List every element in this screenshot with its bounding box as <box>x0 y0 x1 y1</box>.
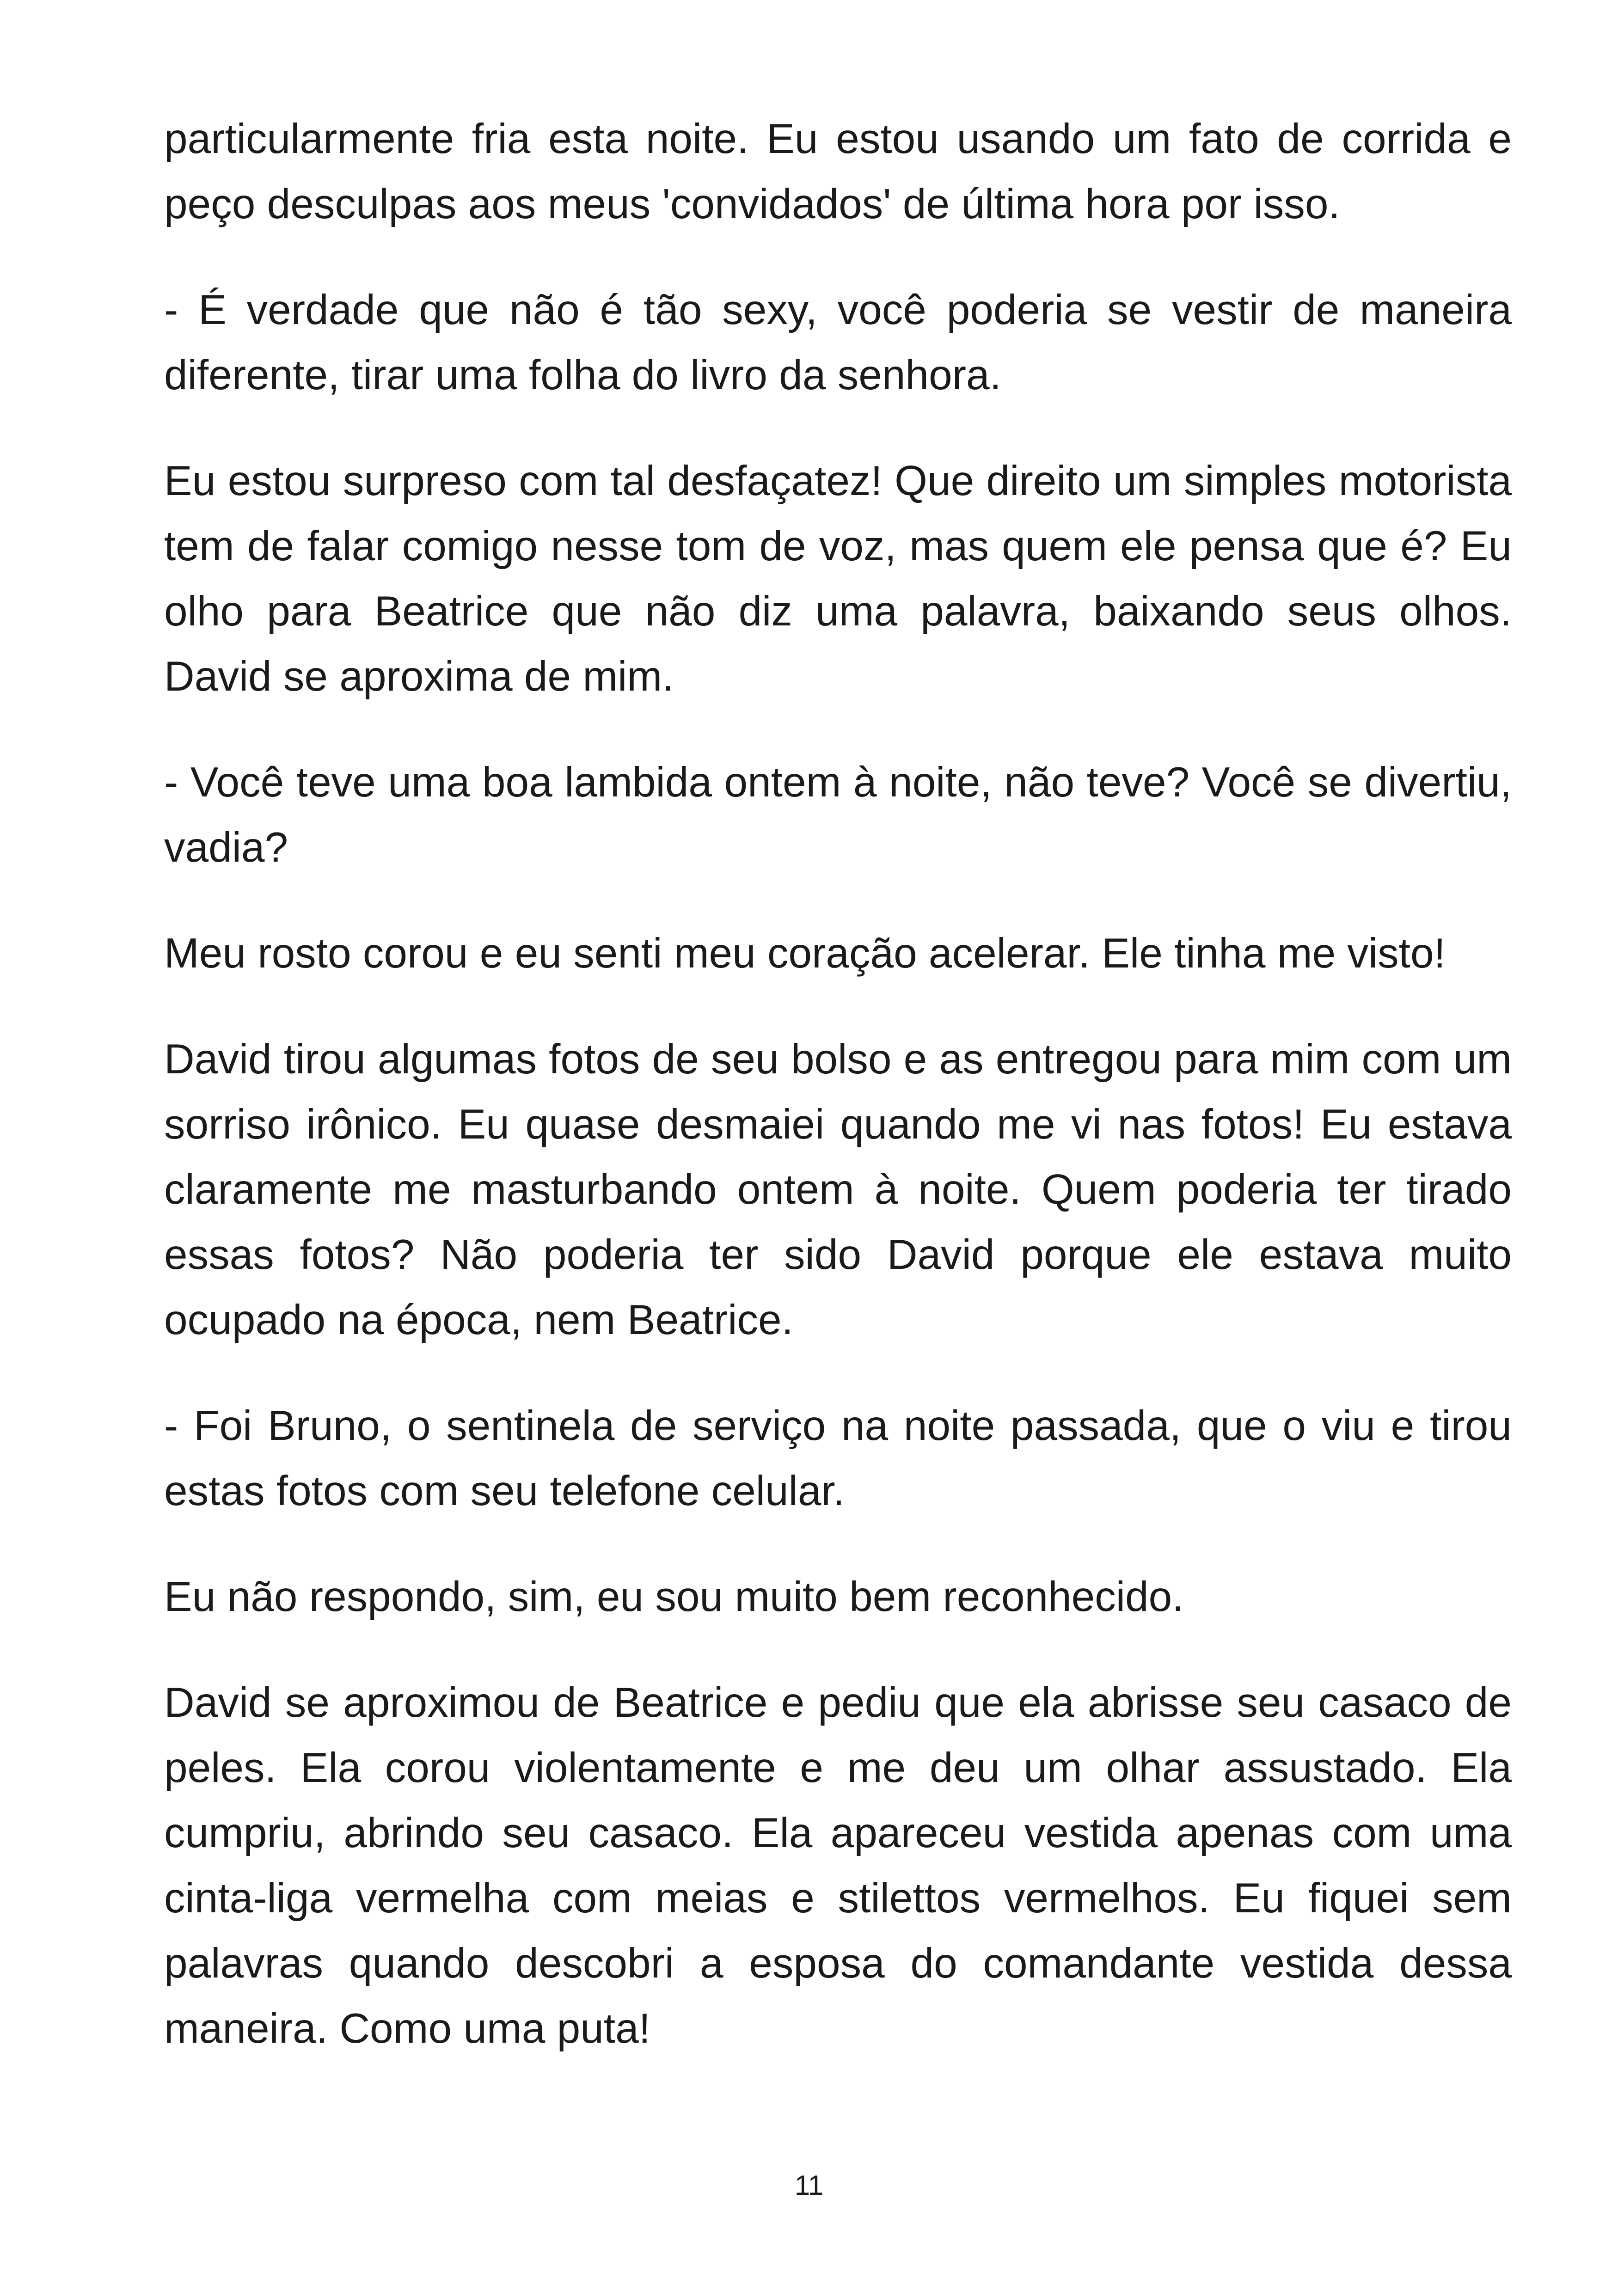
paragraph-8: Eu não respondo, sim, eu sou muito bem reconhecido. <box>164 1574 1184 1620</box>
paragraph-3: Eu estou surpreso com tal desfaçatez! Que direito um simples motorista tem de falar comigo nesse tom de voz, mas quem ele pensa que é? Eu olho para Beatrice que não diz uma palavra, baixando seus olhos. David se aproxima de mim. <box>164 458 1512 700</box>
paragraph-2: - É verdade que não é tão sexy, você poderia se vestir de maneira diferente, tirar uma folha do livro da senhora. <box>164 287 1512 398</box>
paragraph-5: Meu rosto corou e eu senti meu coração acelerar. Ele tinha me visto! <box>164 930 1446 977</box>
paragraph-4: - Você teve uma boa lambida ontem à noite, não teve? Você se divertiu, vadia? <box>164 759 1512 871</box>
paragraph-7: - Foi Bruno, o sentinela de serviço na noite passada, que o viu e tirou estas fotos com seu telefone celular. <box>164 1402 1512 1514</box>
paragraph-6: David tirou algumas fotos de seu bolso e as entregou para mim com um sorriso irônico. Eu quase desmaiei quando me vi nas fotos! Eu estava claramente me masturbando ontem à noite. Quem poderia ter tirado essas fotos? Não poderia ter sido David porque ele estava muito ocupado na época, nem Beatrice. <box>164 1036 1512 1343</box>
page-body <box>164 106 1512 2102</box>
page-number: 11 <box>794 2170 824 2201</box>
paragraph-1: particularmente fria esta noite. Eu estou usando um fato de corrida e peço desculpas aos meus 'convidados' de última hora por isso. <box>164 116 1512 227</box>
paragraph-9: David se aproximou de Beatrice e pediu que ela abrisse seu casaco de peles. Ela corou violentamente e me deu um olhar assustado. Ela cumpriu, abrindo seu casaco. Ela apareceu vestida apenas com uma cinta-liga vermelha com meias e stilettos vermelhos. Eu fiquei sem palavras quando descobri a esposa do comandante vestida dessa maneira. Como uma puta! <box>164 1679 1512 2052</box>
